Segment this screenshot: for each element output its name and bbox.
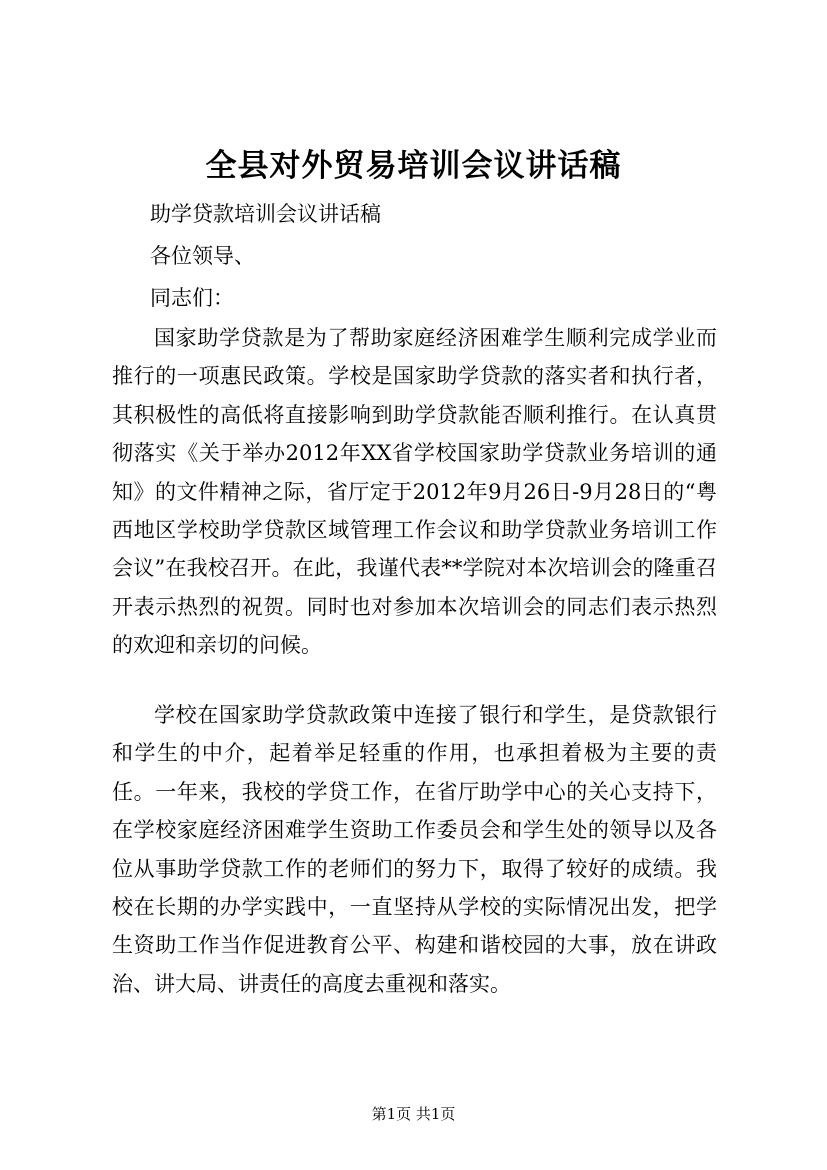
document-title: 全县对外贸易培训会议讲话稿: [205, 148, 622, 184]
page-footer: 第1页 共1页: [371, 1105, 456, 1123]
document-subtitle: 助学贷款培训会议讲话稿: [150, 202, 381, 226]
paragraph-2: 学校在国家助学贷款政策中连接了银行和学生，是贷款银行和学生的中介，起着举足轻重的作用，也承担着极为主要的责任。一年来，我校的学贷工作，在省厅助学中心的关心支持下，在学校家庭经济困难学生资助工作委员会和学生处的领导以及各位从事助学贷款工作的老师们的努力下，取得了较好的成绩。我校在长期的办学实践中，一直坚持从学校的实际情况出发，把学生资助工作当作促进教育公平、构建和谐校园的大事，放在讲政治、讲大局、讲责任的高度去重视和落实。: [112, 703, 717, 996]
salutation-comrades: 同志们：: [150, 286, 234, 310]
paragraph-1: 国家助学贷款是为了帮助家庭经济困难学生顺利完成学业而推行的一项惠民政策。学校是国家助学贷款的落实者和执行者，其积极性的高低将直接影响到助学贷款能否顺利推行。在认真贯彻落实《关于举办2012年XX省学校国家助学贷款业务培训的通知》的文件精神之际，省厅定于2012年9月26日-9月28日的“粤西地区学校助学贷款区域管理工作会议和助学贷款业务培训工作会议”在我校召开。在此，我谨代表**学院对本次培训会的隆重召开表示热烈的祝贺。同时也对参加本次培训会的同志们表示热烈的欢迎和亲切的问候。: [112, 326, 717, 658]
salutation-leaders: 各位领导、: [150, 244, 255, 268]
